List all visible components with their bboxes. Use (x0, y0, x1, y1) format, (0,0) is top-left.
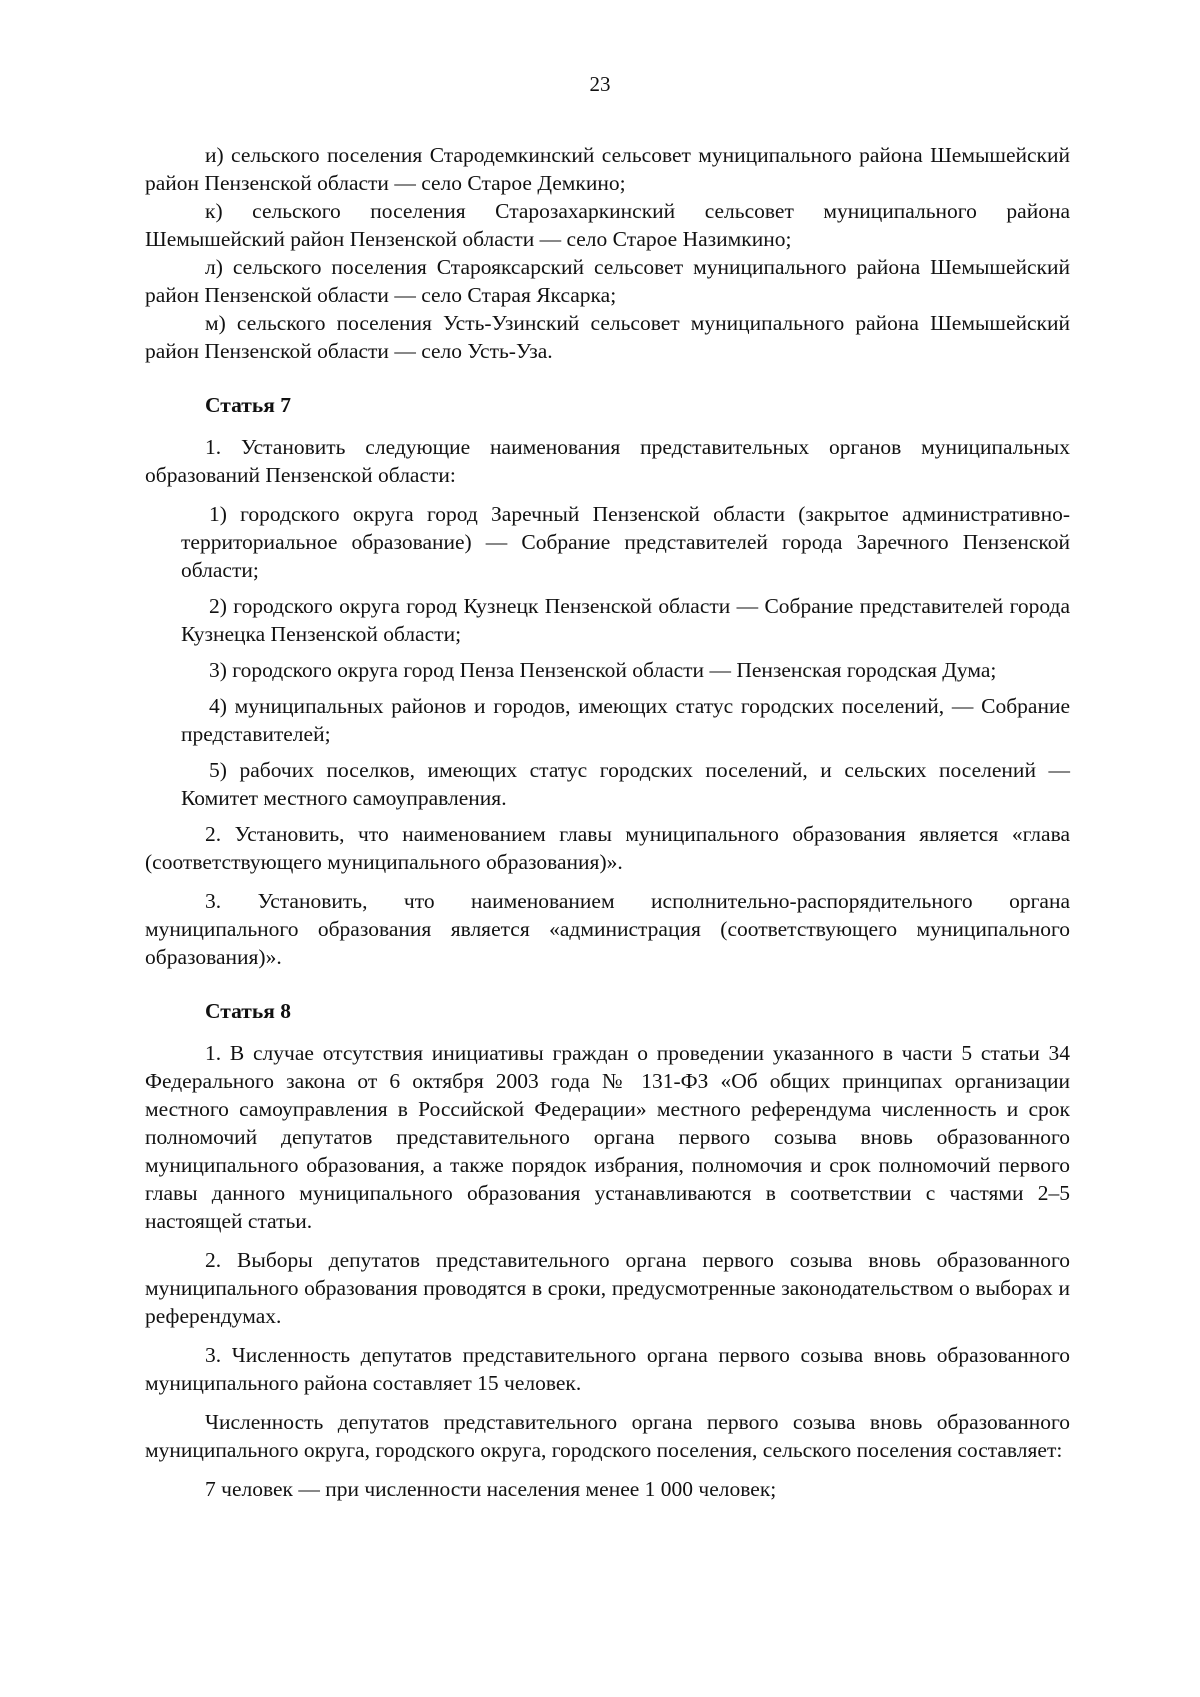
article-7-item: 1) городского округа город Заречный Пензенской области (закрытое административно-территориальное образование) — Собрание представителей города Заречного Пензенской области; (181, 502, 1070, 582)
article-8-paragraph-3: 3. Численность депутатов представительного органа первого созыва вновь образованного муниципального района составляет 15 человек. (145, 1343, 1070, 1395)
article-8-heading: Статья 8 (205, 999, 291, 1023)
list-item: и) сельского поселения Стародемкинский сельсовет муниципального района Шемышейский район Пензенской области — село Старое Демкино; (145, 143, 1070, 195)
article-7-paragraph-2: 2. Установить, что наименованием главы муниципального образования является «глава (соответствующего муниципального образования)». (145, 822, 1070, 874)
article-7-item: 3) городского округа город Пенза Пензенской области — Пензенская городская Дума; (209, 658, 997, 682)
document-body (145, 141, 1070, 1503)
article-7-item: 2) городского округа город Кузнецк Пензенской области — Собрание представителей города Кузнецка Пензенской области; (181, 594, 1070, 646)
article-8-paragraph-2: 2. Выборы депутатов представительного органа первого созыва вновь образованного муниципального образования проводятся в сроки, предусмотренные законодательством о выборах и референдумах. (145, 1248, 1070, 1328)
article-7-paragraph-1: 1. Установить следующие наименования представительных органов муниципальных образований Пензенской области: (145, 435, 1070, 487)
article-8-paragraph-4: Численность депутатов представительного органа первого созыва вновь образованного муниципального округа, городского округа, городского поселения, сельского поселения составляет: (145, 1410, 1070, 1462)
article-7-paragraph-3: 3. Установить, что наименованием исполнительно-распорядительного органа муниципального образования является «администрация (соответствующего муниципального образования)». (145, 889, 1070, 969)
list-item: к) сельского поселения Старозахаркинский сельсовет муниципального района Шемышейский район Пензенской области — село Старое Назимкино; (145, 199, 1070, 251)
article-8-paragraph-1: 1. В случае отсутствия инициативы граждан о проведении указанного в части 5 статьи 34 Федерального закона от 6 октября 2003 года № 131-ФЗ «Об общих принципах организации местного самоуправления в Российской Федерации» местного референдума численность и срок полномочий депутатов представительного органа первого созыва вновь образованного муниципального образования, а также порядок избрания, полномочия и срок полномочий первого главы данного муниципального образования устанавливаются в соответствии с частями 2–5 настоящей статьи. (145, 1041, 1070, 1233)
article-7-item: 4) муниципальных районов и городов, имеющих статус городских поселений, — Собрание представителей; (181, 694, 1070, 746)
article-7-heading: Статья 7 (205, 393, 291, 417)
article-7-item: 5) рабочих поселков, имеющих статус городских поселений, и сельских поселений — Комитет местного самоуправления. (181, 758, 1070, 810)
list-item: м) сельского поселения Усть-Узинский сельсовет муниципального района Шемышейский район Пензенской области — село Усть-Уза. (145, 311, 1070, 363)
list-item: л) сельского поселения Старояксарский сельсовет муниципального района Шемышейский район Пензенской области — село Старая Яксарка; (145, 255, 1070, 307)
article-8-paragraph-5: 7 человек — при численности населения менее 1 000 человек; (205, 1477, 777, 1501)
page-number: 23 (589, 72, 611, 96)
